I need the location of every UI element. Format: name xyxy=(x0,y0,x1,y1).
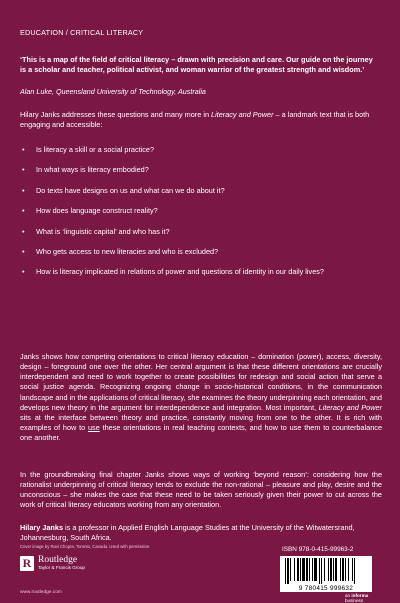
barcode-bar xyxy=(290,558,291,581)
publisher-url: www.routledge.com xyxy=(20,590,62,595)
publisher-name-block xyxy=(38,555,85,571)
barcode-bar xyxy=(306,558,308,581)
barcode-bar xyxy=(348,558,349,581)
author-bio xyxy=(20,523,382,543)
barcode xyxy=(280,556,372,592)
paragraph-text: these orientations in real teaching contexts, and how to use them to counterbalance one another. xyxy=(20,423,382,443)
barcode-bar xyxy=(314,558,317,581)
book-title-inline: Literacy and Power xyxy=(318,402,382,412)
intro-text-start: Hilary Janks addresses these questions and many more in xyxy=(20,110,212,119)
barcode-bar xyxy=(342,558,344,581)
barcode-bar xyxy=(302,558,305,581)
informa-suffix: business xyxy=(345,598,364,603)
intro-paragraph xyxy=(20,110,382,130)
barcode-bar xyxy=(294,558,295,581)
bullet-icon: • xyxy=(22,206,25,216)
barcode-icon xyxy=(283,558,369,584)
paragraph-text: Janks shows how competing orientations to critical literacy education – domination (power), access, diversity, design – foreground one over the other. Her central argument is that these different orientations are crucially interdependent and need to work together to create possibilities for redesign and social action that serve a social justice agenda. Recognizing ongoing change in socio-historical conditions, in the communication landscape and in the applications of critical literacy, she examines the theory underpinning each orientation, and develops new theory in the argument for interdependence and integration. Most important, xyxy=(20,352,382,412)
intro-book-title: Literacy and Power xyxy=(211,110,274,119)
question-text: Who gets access to new literacies and who is excluded? xyxy=(36,246,219,256)
barcode-bar xyxy=(328,558,329,581)
barcode-bar xyxy=(324,558,325,581)
barcode-bar xyxy=(297,558,299,581)
author-bio-text: is a professor in Applied English Language Studies at the University of the Witwatersrand, Johannesburg, South Africa. xyxy=(20,523,355,543)
question-text: How does language construct reality? xyxy=(36,206,158,216)
bullet-icon: • xyxy=(22,145,25,154)
question-text: In what ways is literacy embodied? xyxy=(36,165,149,175)
barcode-bar xyxy=(321,558,322,584)
publisher-logo xyxy=(20,555,85,571)
question-text: How is literacy implicated in relations of power and questions of identity in our daily lives? xyxy=(36,267,324,277)
list-item xyxy=(22,185,376,196)
barcode-number: 9 780415 999632 xyxy=(298,585,354,592)
barcode-bar xyxy=(319,558,320,584)
category-label: EDUCATION / CRITICAL LITERACY xyxy=(20,28,144,37)
barcode-bar xyxy=(287,558,289,584)
question-text: Do texts have designs on us and what can we do about it? xyxy=(36,185,225,195)
cover-image-credit: Cover image by Ravi Chopra, Toronto, Canada. Used with permission. xyxy=(20,544,151,549)
question-list xyxy=(22,145,376,288)
bullet-icon: • xyxy=(22,226,25,236)
barcode-bar xyxy=(309,558,310,581)
barcode-bar xyxy=(340,558,341,581)
barcode-bar xyxy=(335,558,337,581)
barcode-bar xyxy=(352,558,353,581)
bullet-icon: • xyxy=(22,185,25,195)
bullet-icon: • xyxy=(22,246,25,256)
list-item xyxy=(22,206,376,216)
list-item xyxy=(22,226,376,237)
list-item xyxy=(22,267,376,277)
publisher-group: Taylor & Francis Group xyxy=(38,565,85,570)
barcode-bar xyxy=(330,558,332,581)
paragraph-text: sits at the interface between theory and practice, constantly moving from one to the other. It is rich with examples of how to xyxy=(20,412,382,433)
question-text: Is literacy a skill or a social practice? xyxy=(36,145,155,154)
back-cover xyxy=(20,0,382,603)
isbn-label: ISBN 978-0-415-99963-2 xyxy=(282,546,354,553)
question-text: What is ‘linguistic capital’ and who has it? xyxy=(36,226,170,236)
routledge-logo-icon: R xyxy=(20,556,34,571)
endorsement-quote: ‘This is a map of the field of critical literacy – drawn with precision and care. Our guide on the journey is a scholar and teacher, political activist, and woman warrior of the greatest strength and wisdom.’ xyxy=(20,55,373,75)
barcode-bar xyxy=(312,558,313,581)
intro-text-end: – a landmark text that is both engaging and accessible: xyxy=(20,110,370,130)
list-item xyxy=(22,145,376,155)
informa-brand: informa xyxy=(351,593,369,598)
bullet-icon: • xyxy=(22,267,25,277)
emphasis-word: use xyxy=(88,423,100,433)
quote-attribution: Alan Luke, Queensland University of Technology, Australia xyxy=(20,87,206,96)
barcode-bar xyxy=(345,558,346,581)
description-paragraph xyxy=(20,352,382,443)
bullet-icon: • xyxy=(22,165,25,175)
barcode-bar xyxy=(333,558,334,581)
final-chapter-paragraph: In the groundbreaking final chapter Janks shows ways of working ‘beyond reason’: considering how the rationalist underpinning of critical literacy tends to exclude the non-rational – pleasure and play, desire and the unconscious – she makes the case that these need to be taken seriously given their power to cut across the work of critical literacy educators working from any orientation. xyxy=(20,470,382,510)
author-name: Hilary Janks xyxy=(20,523,63,532)
publisher-name: Routledge xyxy=(38,555,78,565)
list-item xyxy=(22,165,376,175)
list-item xyxy=(22,246,376,257)
informa-prefix: an xyxy=(345,593,352,598)
barcode-bar xyxy=(300,558,301,581)
barcode-bar xyxy=(285,558,286,584)
barcode-bar xyxy=(354,558,355,584)
informa-business-label xyxy=(345,593,382,603)
